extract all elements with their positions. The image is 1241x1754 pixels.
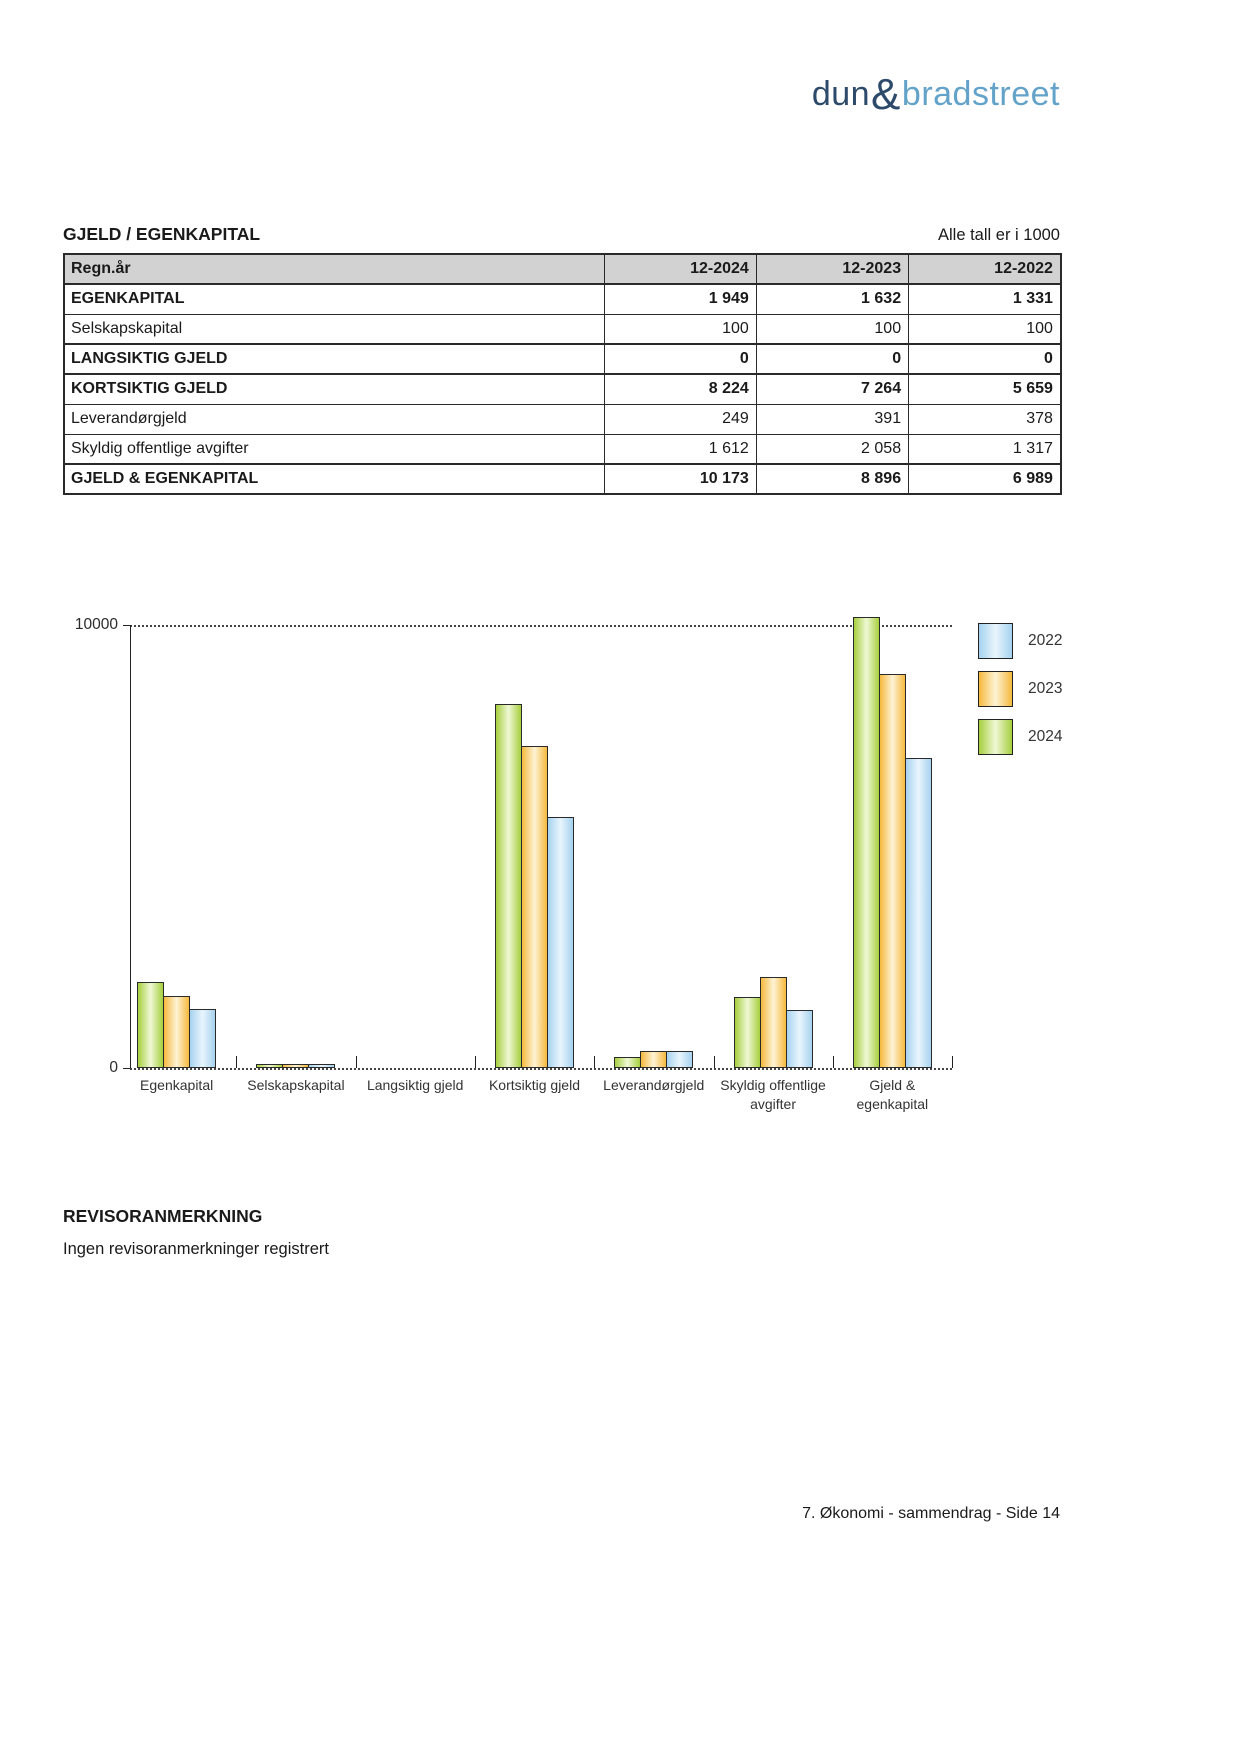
table-row bbox=[64, 344, 1061, 374]
x-category-label: Leverandørgjeld bbox=[603, 1077, 705, 1093]
table-header-row bbox=[64, 254, 1061, 284]
axis-tick bbox=[594, 1056, 595, 1068]
financial-table bbox=[63, 253, 1062, 495]
x-category-label: Skyldig offentlige avgifter bbox=[720, 1077, 826, 1112]
row-value: 0 bbox=[604, 344, 756, 374]
row-value: 1 612 bbox=[604, 434, 756, 464]
row-value: 0 bbox=[756, 344, 908, 374]
row-label: Selskapskapital bbox=[64, 314, 604, 344]
legend-swatch-2024 bbox=[978, 719, 1013, 755]
bar-2024 bbox=[853, 617, 880, 1068]
bar-group bbox=[594, 625, 713, 1068]
bar-group bbox=[236, 625, 355, 1068]
bar-2022 bbox=[189, 1009, 216, 1068]
dnb-logo bbox=[63, 70, 1060, 120]
logo-dun-text: dun bbox=[811, 75, 871, 113]
bar-2022 bbox=[786, 1010, 813, 1068]
logo-ampersand-icon: & bbox=[871, 70, 901, 119]
x-axis-baseline bbox=[130, 1068, 952, 1070]
row-label: Leverandørgjeld bbox=[64, 404, 604, 434]
bar-2023 bbox=[163, 996, 190, 1068]
bar-group bbox=[833, 625, 952, 1068]
legend-item bbox=[978, 671, 1062, 707]
table-row bbox=[64, 464, 1061, 494]
row-value: 1 949 bbox=[604, 284, 756, 314]
bar-chart bbox=[0, 545, 1241, 1145]
bar-2024 bbox=[734, 997, 761, 1068]
bar-group bbox=[713, 625, 832, 1068]
logo-bradstreet-text: bradstreet bbox=[901, 75, 1060, 113]
header-cell: 12-2024 bbox=[604, 254, 756, 284]
row-value: 0 bbox=[909, 344, 1061, 374]
section-title: GJELD / EGENKAPITAL bbox=[63, 224, 261, 244]
row-value: 8 896 bbox=[756, 464, 908, 494]
legend-swatch-2023 bbox=[978, 671, 1013, 707]
header-cell: Regn.år bbox=[64, 254, 604, 284]
x-category-label: Egenkapital bbox=[140, 1077, 214, 1093]
legend-label: 2024 bbox=[1028, 728, 1063, 745]
legend-label: 2023 bbox=[1028, 680, 1063, 697]
legend-swatch-2022 bbox=[978, 623, 1013, 659]
ytick-0: 0 bbox=[109, 1059, 118, 1076]
bar-2024 bbox=[614, 1057, 641, 1068]
table-row bbox=[64, 434, 1061, 464]
header-cell: 12-2022 bbox=[909, 254, 1061, 284]
row-label: KORTSIKTIG GJELD bbox=[64, 374, 604, 404]
bar-2022 bbox=[547, 817, 574, 1068]
table-row bbox=[64, 404, 1061, 434]
row-value: 100 bbox=[756, 314, 908, 344]
ytick-10000: 10000 bbox=[74, 616, 118, 633]
row-value: 249 bbox=[604, 404, 756, 434]
legend-item bbox=[978, 623, 1062, 659]
chart-groups bbox=[117, 625, 952, 1068]
axis-tick bbox=[833, 1056, 834, 1068]
row-value: 5 659 bbox=[909, 374, 1061, 404]
bar-2022 bbox=[905, 758, 932, 1068]
revisor-text: Ingen revisoranmerkninger registrert bbox=[63, 1240, 329, 1258]
revisor-heading: REVISORANMERKNING bbox=[63, 1206, 263, 1226]
axis-tick bbox=[475, 1056, 476, 1068]
x-category-label: Selskapskapital bbox=[247, 1077, 345, 1093]
section-header bbox=[63, 224, 1060, 245]
bar-2024 bbox=[495, 704, 522, 1068]
x-category-label: Langsiktig gjeld bbox=[366, 1077, 464, 1093]
x-category-label: Kortsiktig gjeld bbox=[488, 1077, 580, 1093]
row-value: 1 331 bbox=[909, 284, 1061, 314]
table-row bbox=[64, 374, 1061, 404]
axis-tick bbox=[952, 1056, 953, 1068]
x-category-label: Gjeld & egenkapital bbox=[856, 1077, 929, 1112]
row-value: 1 632 bbox=[756, 284, 908, 314]
row-label: EGENKAPITAL bbox=[64, 284, 604, 314]
financial-table-body bbox=[64, 284, 1061, 494]
row-label: GJELD & EGENKAPITAL bbox=[64, 464, 604, 494]
axis-tick bbox=[714, 1056, 715, 1068]
bar-2024 bbox=[256, 1064, 283, 1068]
page-footer: 7. Økonomi - sammendrag - Side 14 bbox=[802, 1505, 1060, 1522]
row-label: LANGSIKTIG GJELD bbox=[64, 344, 604, 374]
row-value: 391 bbox=[756, 404, 908, 434]
table-row bbox=[64, 314, 1061, 344]
bar-2023 bbox=[282, 1064, 309, 1068]
row-value: 6 989 bbox=[909, 464, 1061, 494]
bar-2022 bbox=[666, 1051, 693, 1068]
row-value: 1 317 bbox=[909, 434, 1061, 464]
legend-label: 2022 bbox=[1028, 632, 1063, 649]
axis-tick bbox=[356, 1056, 357, 1068]
table-row bbox=[64, 284, 1061, 314]
chart-legend bbox=[978, 623, 1062, 767]
bar-group bbox=[117, 625, 236, 1068]
row-value: 100 bbox=[909, 314, 1061, 344]
axis-tick bbox=[236, 1056, 237, 1068]
legend-item bbox=[978, 719, 1062, 755]
bar-group bbox=[356, 625, 475, 1068]
bar-2023 bbox=[640, 1051, 667, 1068]
row-value: 2 058 bbox=[756, 434, 908, 464]
bar-2023 bbox=[760, 977, 787, 1068]
bar-group bbox=[475, 625, 594, 1068]
row-value: 100 bbox=[604, 314, 756, 344]
header-cell: 12-2023 bbox=[756, 254, 908, 284]
bar-2023 bbox=[879, 674, 906, 1068]
row-value: 10 173 bbox=[604, 464, 756, 494]
bar-2023 bbox=[521, 746, 548, 1068]
y-axis-tick-bottom bbox=[123, 1068, 130, 1069]
row-value: 8 224 bbox=[604, 374, 756, 404]
chart-xlabels bbox=[117, 1076, 952, 1114]
row-label: Skyldig offentlige avgifter bbox=[64, 434, 604, 464]
bar-2024 bbox=[137, 982, 164, 1068]
row-value: 378 bbox=[909, 404, 1061, 434]
bar-2022 bbox=[308, 1064, 335, 1068]
units-note: Alle tall er i 1000 bbox=[938, 226, 1060, 244]
row-value: 7 264 bbox=[756, 374, 908, 404]
